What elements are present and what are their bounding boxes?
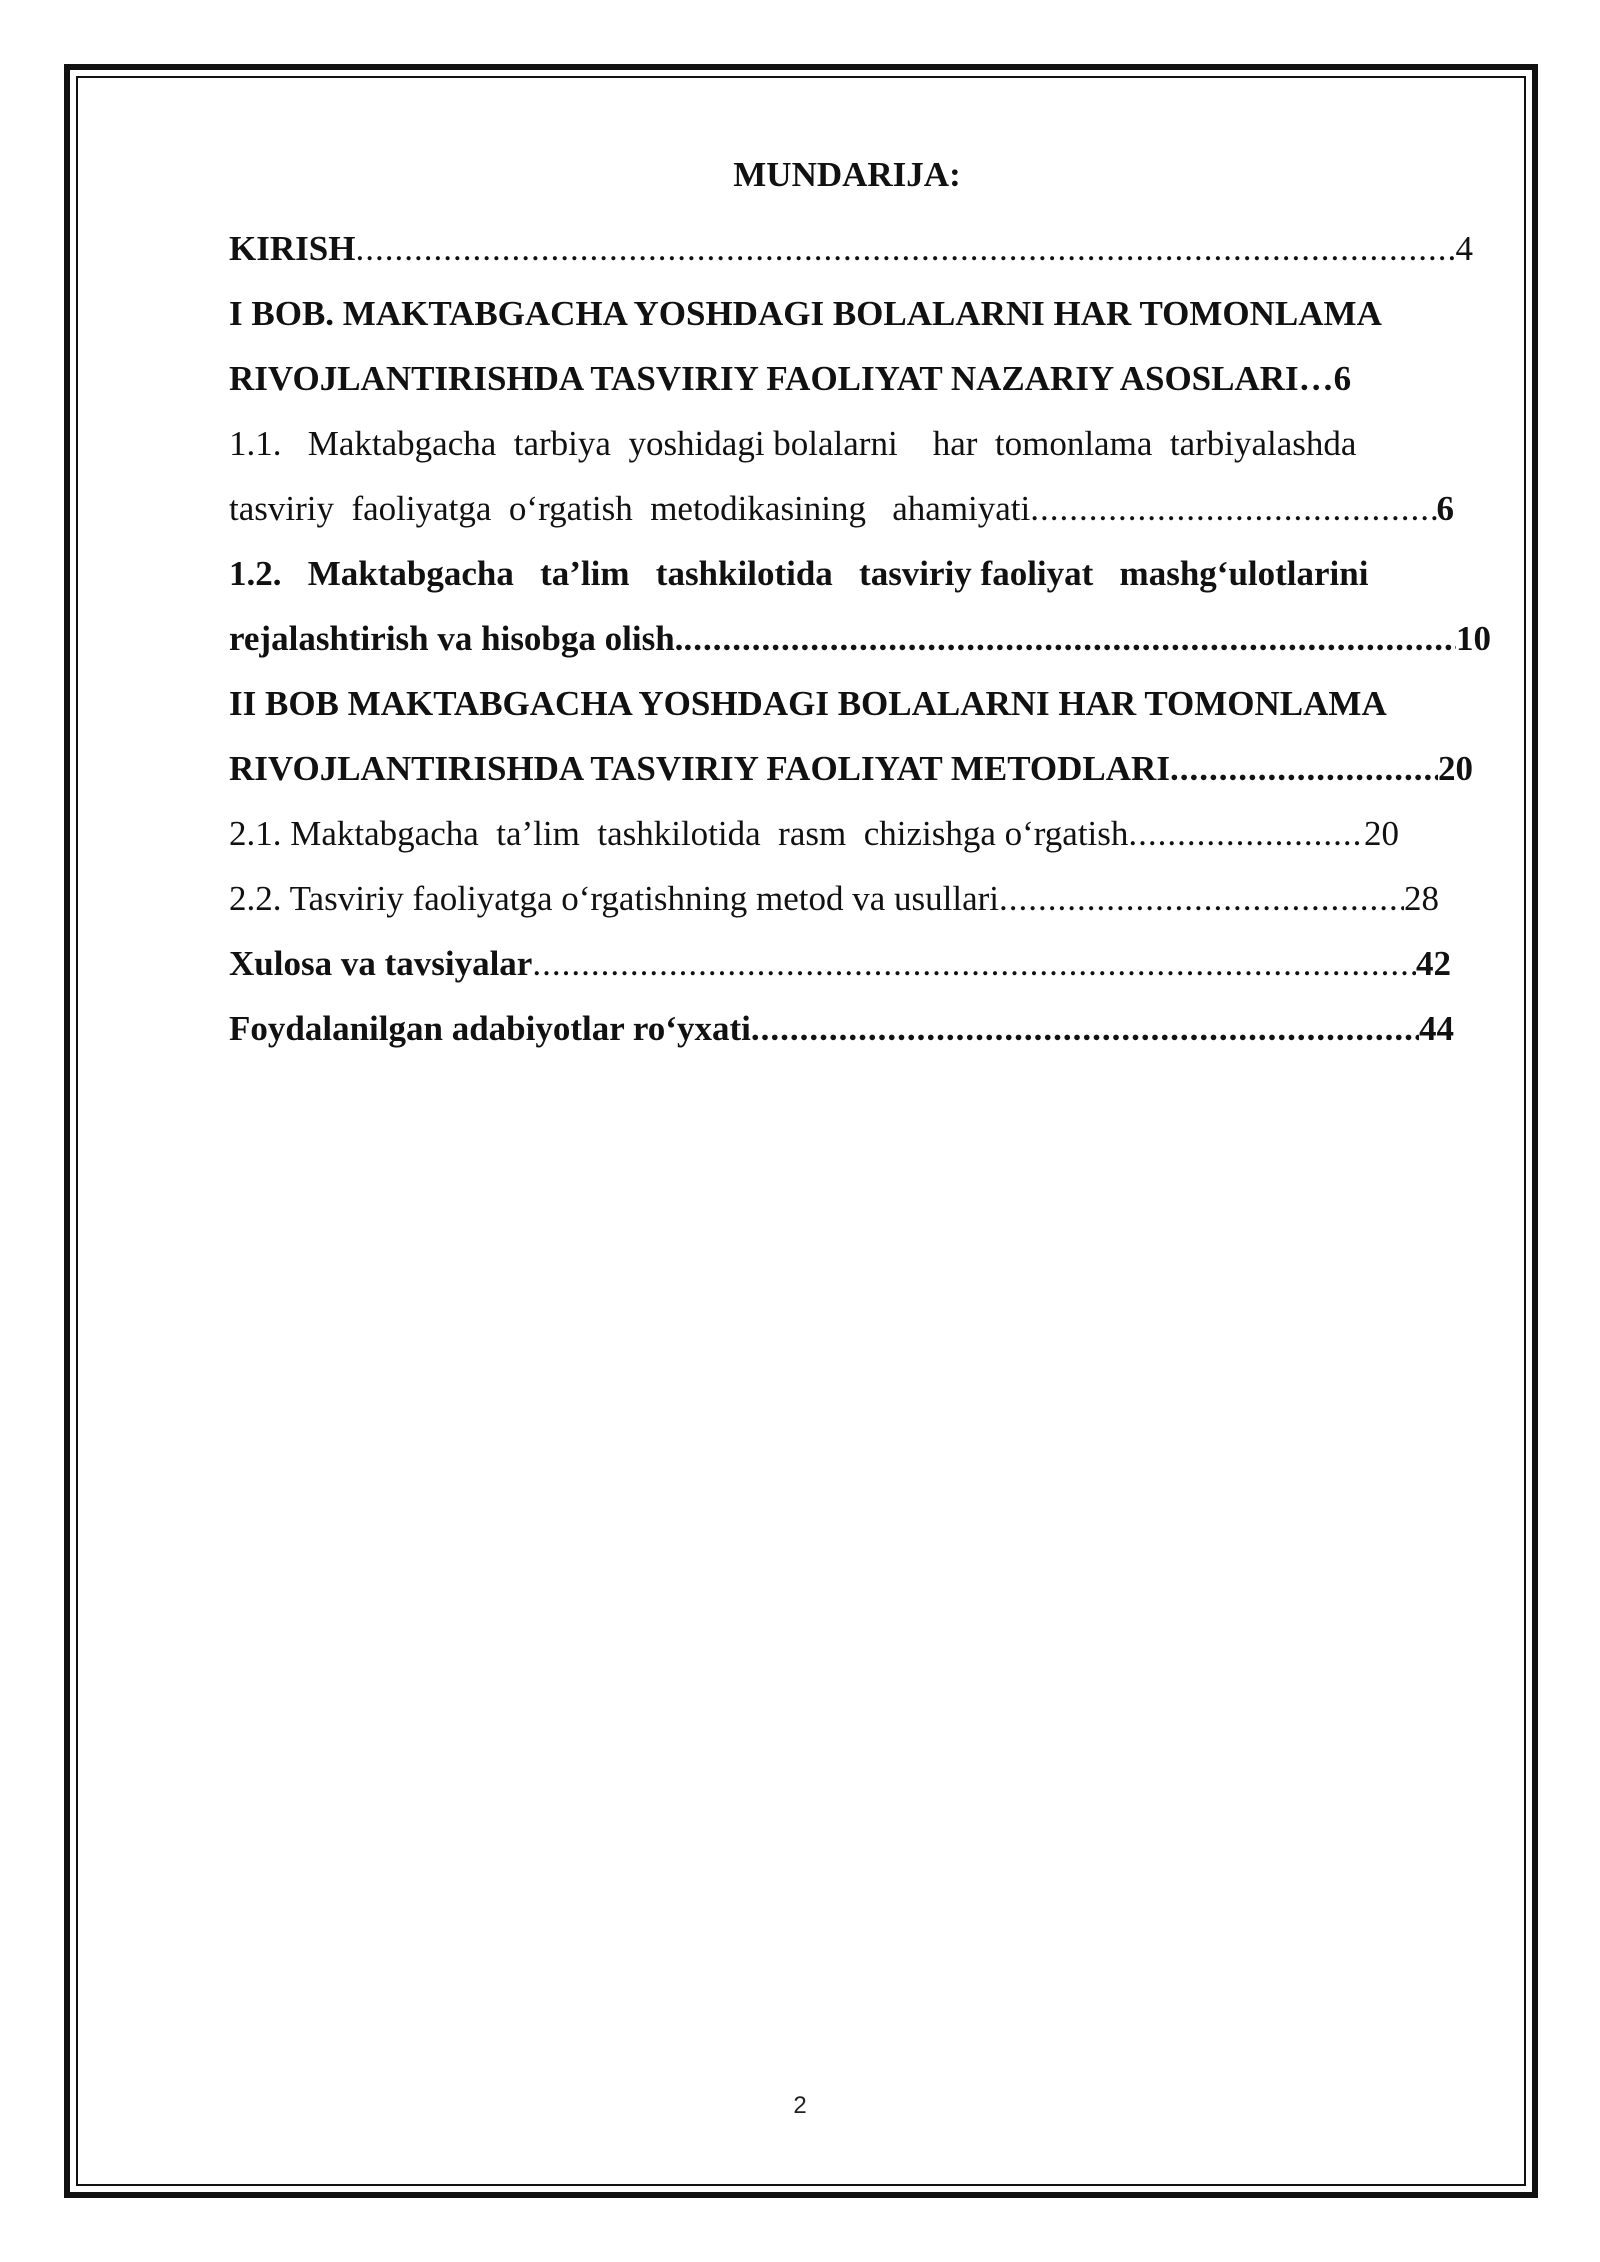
toc-entry-section-1-1-line1[interactable] [229, 411, 1491, 476]
toc-entry-label: 1.1. Maktabgacha tarbiya yoshidagi bolalarni har tomonlama tarbiyalashda [229, 424, 1357, 463]
toc-entry-page: 28 [1404, 879, 1439, 918]
toc-leader-dots [1170, 736, 1438, 801]
toc-entry-label: Foydalanilgan adabiyotlar ro‘yxati [229, 1009, 751, 1048]
toc-entry-section-1-2-line1[interactable] [229, 541, 1491, 606]
toc-leader-dots [1030, 476, 1436, 541]
toc-entry-section-1-1-line2[interactable] [229, 476, 1454, 541]
toc-entry-section-1-2-line2[interactable] [229, 606, 1491, 671]
toc-entry-label: 2.1. Maktabgacha ta’lim tashkilotida rasm chizishga o‘rgatish [229, 814, 1129, 853]
toc-entry-chapter-2-line2[interactable] [229, 736, 1473, 801]
toc-entry-page: 44 [1419, 1009, 1454, 1048]
toc-entry-section-2-2[interactable] [229, 866, 1439, 931]
toc-entry-label: tasviriy faoliyatga o‘rgatish metodikasining ahamiyati [229, 489, 1031, 528]
toc-entry-page: 6 [1436, 489, 1454, 528]
toc-entry-label: KIRISH [229, 229, 356, 268]
toc-entry-page: 42 [1416, 944, 1451, 983]
toc-entry-chapter-1-line1[interactable] [229, 281, 1479, 346]
toc-entry-page: 4 [1455, 229, 1473, 268]
table-of-contents [229, 150, 1491, 1061]
toc-entry-kirish[interactable] [229, 216, 1473, 281]
toc-leader-dots [999, 866, 1404, 931]
toc-leader-dots [355, 216, 1455, 281]
toc-entry-page: 6 [1333, 359, 1352, 398]
toc-entry-label: RIVOJLANTIRISHDA TASVIRIY FAOLIYAT METODLARI [229, 749, 1170, 788]
toc-entry-page: 20 [1438, 749, 1473, 788]
toc-entry-label: rejalashtirish va hisobga olish. [229, 619, 684, 658]
toc-entry-label: 1.2. Maktabgacha ta’lim tashkilotida tasviriy faoliyat mashg‘ulotlarini [229, 554, 1369, 593]
toc-leader-dots [1128, 801, 1364, 866]
toc-leader-dots [683, 606, 1456, 671]
toc-entry-label: I BOB. MAKTABGACHA YOSHDAGI BOLALARNI HAR TOMONLAMA [229, 294, 1382, 333]
toc-entry-page: 10 [1456, 619, 1491, 658]
toc-entry-references[interactable] [229, 996, 1454, 1061]
toc-leader-dots [751, 996, 1419, 1061]
toc-title: MUNDARIJA: [733, 155, 961, 194]
toc-entry-label: II BOB MAKTABGACHA YOSHDAGI BOLALARNI HAR TOMONLAMA [229, 684, 1387, 723]
toc-entry-chapter-2-line1[interactable] [229, 671, 1491, 736]
toc-entry-label: 2.2. Tasviriy faoliyatga o‘rgatishning metod va usullari [229, 879, 999, 918]
toc-entry-page: 20 [1364, 814, 1399, 853]
toc-entry-label: RIVOJLANTIRISHDA TASVIRIY FAOLIYAT NAZARIY ASOSLARI… [229, 359, 1334, 398]
toc-entry-conclusion[interactable] [229, 931, 1451, 996]
toc-entry-section-2-1[interactable] [229, 801, 1399, 866]
page-number: 2 [793, 2092, 807, 2119]
toc-leader-dots [532, 931, 1416, 996]
toc-entry-label: Xulosa va tavsiyalar [229, 944, 533, 983]
toc-entry-chapter-1-line2[interactable] [229, 346, 1457, 411]
